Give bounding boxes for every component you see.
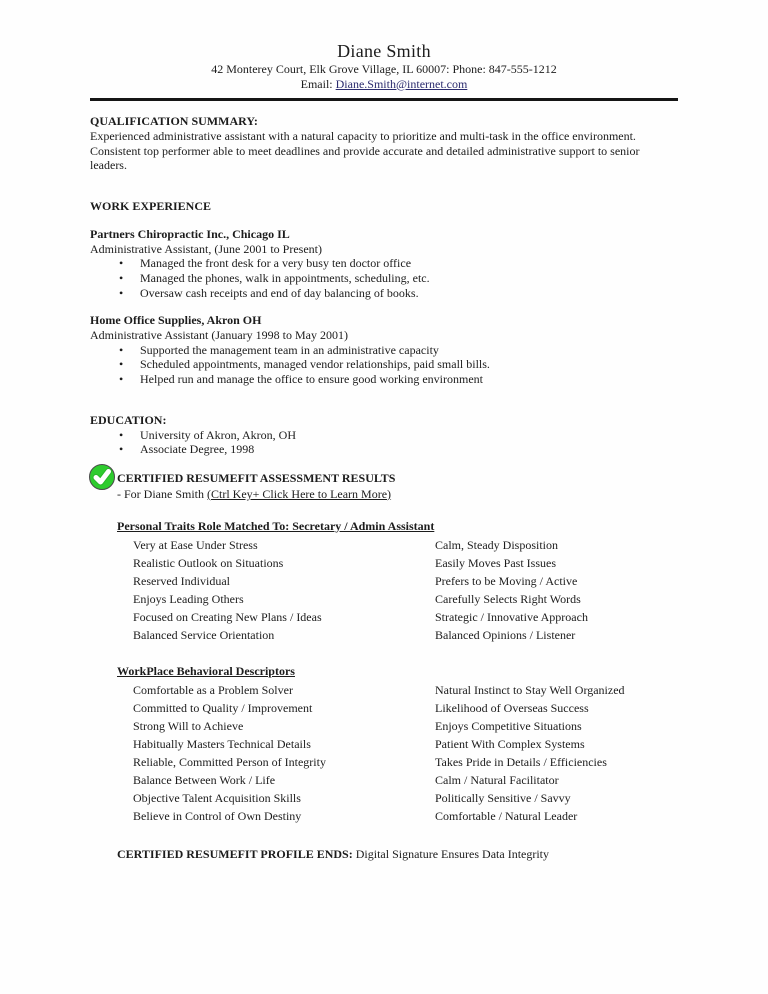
qualification-section (90, 114, 678, 173)
trait-left: Objective Talent Acquisition Skills (133, 790, 301, 805)
trait-left: Believe in Control of Own Destiny (133, 808, 302, 823)
job-title: Administrative Assistant (January 1998 to May 2001) (90, 328, 348, 343)
trait-row (133, 699, 678, 717)
email-line (90, 77, 678, 92)
qualification-heading: QUALIFICATION SUMMARY: (90, 114, 258, 128)
email-label: Email: (300, 76, 336, 91)
trait-right: Balanced Opinions / Listener (435, 627, 576, 642)
job-bullet: • Oversaw cash receipts and end of day balancing of books. (90, 286, 678, 301)
green-check-icon (88, 463, 116, 491)
trait-right: Easily Moves Past Issues (435, 555, 556, 570)
trait-left: Strong Will to Achieve (133, 718, 244, 733)
trait-left: Habitually Masters Technical Details (133, 736, 311, 751)
email-link[interactable]: Diane.Smith@internet.com (335, 76, 468, 91)
profile-end-line (117, 847, 678, 862)
job-bullet: • Supported the management team in an administrative capacity (90, 343, 678, 358)
trait-row (133, 753, 678, 771)
trait-right: Enjoys Competitive Situations (435, 718, 582, 733)
resume-header (90, 40, 678, 91)
assessment-subline (117, 487, 678, 502)
job-bullet-list (90, 256, 678, 300)
trait-row (133, 771, 678, 789)
trait-right: Natural Instinct to Stay Well Organized (435, 682, 625, 697)
work-experience-section (90, 199, 678, 387)
learn-more-link[interactable]: (Ctrl Key+ Click Here to Learn More) (207, 486, 392, 501)
job-bullet-list (90, 343, 678, 387)
job-company: Partners Chiropractic Inc., Chicago IL (90, 226, 290, 241)
behavioral-section (117, 663, 678, 825)
trait-row (133, 626, 678, 644)
assessment-for-text: - For Diane Smith (117, 486, 207, 501)
trait-left: Balance Between Work / Life (133, 772, 276, 787)
trait-row (133, 536, 678, 554)
behavioral-rows (117, 681, 678, 825)
trait-left: Comfortable as a Problem Solver (133, 682, 293, 697)
job-bullet: • Managed the phones, walk in appointments, scheduling, etc. (90, 271, 678, 286)
trait-right: Strategic / Innovative Approach (435, 609, 588, 624)
trait-left: Focused on Creating New Plans / Ideas (133, 609, 322, 624)
trait-left: Balanced Service Orientation (133, 627, 275, 642)
job-entry (90, 313, 678, 386)
trait-right: Likelihood of Overseas Success (435, 700, 589, 715)
personal-traits-section (117, 518, 678, 644)
job-bullet: • Helped run and manage the office to ensure good working environment (90, 372, 678, 387)
profile-end-bold: CERTIFIED RESUMEFIT PROFILE ENDS: (117, 846, 353, 861)
personal-traits-rows (117, 536, 678, 644)
qualification-line: Experienced administrative assistant with a natural capacity to prioritize and multi-task in the office environment. (90, 129, 636, 143)
qualification-line: Consistent top performer able to meet deadlines and provide accurate and detailed administrative support to senior leaders. (90, 143, 640, 173)
address-line: 42 Monterey Court, Elk Grove Village, IL 60007: Phone: 847-555-1212 (211, 62, 557, 76)
trait-right: Calm / Natural Facilitator (435, 772, 559, 787)
trait-left: Reserved Individual (133, 573, 230, 588)
job-bullet: • Managed the front desk for a very busy ten doctor office (90, 256, 678, 271)
education-bullet: • Associate Degree, 1998 (90, 442, 678, 457)
trait-row (133, 572, 678, 590)
job-title: Administrative Assistant, (June 2001 to Present) (90, 241, 322, 256)
trait-right: Calm, Steady Disposition (435, 537, 558, 552)
trait-left: Realistic Outlook on Situations (133, 555, 284, 570)
trait-row (133, 789, 678, 807)
trait-right: Comfortable / Natural Leader (435, 808, 578, 823)
trait-row (133, 735, 678, 753)
education-bullet: • University of Akron, Akron, OH (90, 428, 678, 443)
education-heading: EDUCATION: (90, 412, 167, 427)
trait-row (133, 681, 678, 699)
trait-left: Very at Ease Under Stress (133, 537, 258, 552)
job-bullet: • Scheduled appointments, managed vendor relationships, paid small bills. (90, 357, 678, 372)
education-section (90, 413, 678, 457)
personal-traits-heading: Personal Traits Role Matched To: Secretary / Admin Assistant (117, 518, 435, 533)
trait-left: Committed to Quality / Improvement (133, 700, 313, 715)
trait-row (133, 608, 678, 626)
assessment-section (90, 471, 678, 502)
trait-right: Prefers to be Moving / Active (435, 573, 578, 588)
profile-end-regular: Digital Signature Ensures Data Integrity (352, 846, 550, 861)
trait-row (133, 717, 678, 735)
header-rule (90, 98, 678, 101)
trait-left: Reliable, Committed Person of Integrity (133, 754, 326, 769)
trait-right: Patient With Complex Systems (435, 736, 585, 751)
trait-row (133, 807, 678, 825)
behavioral-heading: WorkPlace Behavioral Descriptors (117, 663, 295, 678)
trait-right: Politically Sensitive / Savvy (435, 790, 571, 805)
assessment-heading: CERTIFIED RESUMEFIT ASSESSMENT RESULTS (117, 470, 396, 485)
trait-row (133, 590, 678, 608)
trait-left: Enjoys Leading Others (133, 591, 244, 606)
work-experience-heading: WORK EXPERIENCE (90, 198, 212, 213)
job-company: Home Office Supplies, Akron OH (90, 313, 262, 328)
education-bullet-list (90, 428, 678, 457)
person-name: Diane Smith (337, 41, 431, 61)
trait-right: Takes Pride in Details / Efficiencies (435, 754, 607, 769)
job-entry (90, 227, 678, 300)
trait-right: Carefully Selects Right Words (435, 591, 581, 606)
trait-row (133, 554, 678, 572)
